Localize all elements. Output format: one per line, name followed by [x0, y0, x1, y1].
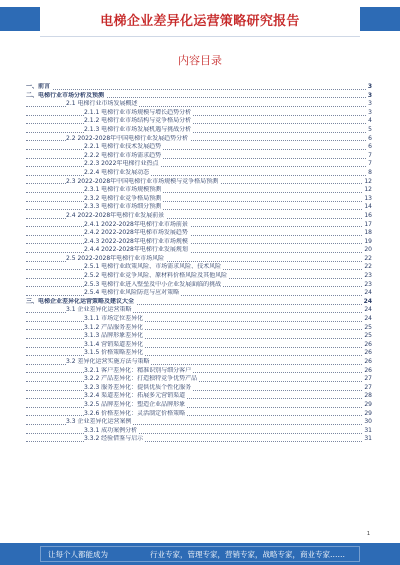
toc-leader-dots [26, 372, 372, 373]
toc-heading: 内容目录 [178, 54, 222, 67]
toc-entry-page: 3 [367, 83, 372, 90]
toc-leader-dots [26, 381, 372, 382]
toc-entry-page: 31 [364, 435, 372, 443]
toc-entry[interactable] [26, 152, 372, 161]
toc-entry[interactable] [26, 272, 372, 281]
toc-entry[interactable] [26, 221, 372, 230]
toc-entry[interactable] [26, 341, 372, 350]
toc-entry-label: 2.4 2022-2028年电梯行业发展前景 [66, 211, 165, 219]
toc-entry-page: 24 [364, 315, 372, 323]
toc-entry-page: 3 [368, 108, 372, 116]
toc-leader-dots [26, 175, 372, 176]
toc-entry[interactable] [26, 263, 372, 272]
toc-leader-dots [26, 149, 372, 150]
toc-entry-page: 22 [364, 263, 372, 271]
toc-entry[interactable] [26, 109, 372, 118]
toc-entry-page: 23 [364, 280, 372, 288]
toc-entry[interactable] [26, 349, 372, 358]
toc-entry-label: 2.3.2 电梯行业竞争格局预测 [84, 194, 162, 202]
toc-entry-label: 2.4.1 2022-2028年电梯行业市场前景 [84, 220, 188, 228]
toc-entry[interactable] [26, 135, 372, 144]
toc-leader-dots [26, 347, 372, 348]
toc-entry-label: 3.2.1 客户差异化：精准识别与细分客户 [84, 366, 192, 374]
toc-entry-page: 5 [368, 125, 372, 133]
toc-entry[interactable] [26, 281, 372, 290]
toc-entry-page: 29 [364, 409, 372, 417]
toc-entry-label: 3.2.5 品牌差异化：塑造企业品牌形象 [84, 400, 186, 408]
toc-entry-page: 16 [364, 211, 372, 219]
toc-entry[interactable] [26, 384, 372, 393]
toc-leader-dots [26, 89, 372, 90]
toc-entry-label: 2.1 电梯行业市场发展概述 [66, 100, 138, 108]
toc-entry[interactable] [26, 401, 372, 410]
toc-entry-label: 2.3 2022-2028年中国电梯行业市场规模与竞争格局预测 [66, 177, 219, 185]
toc-entry-page: 14 [364, 203, 372, 211]
toc-entry[interactable] [26, 195, 372, 204]
toc-entry[interactable] [26, 246, 372, 255]
toc-entry-label: 3.2 差异化运营实施方法与策略 [66, 358, 150, 365]
toc-entry[interactable] [26, 306, 372, 315]
toc-leader-dots [26, 166, 372, 167]
toc-entry-page: 27 [364, 383, 372, 391]
toc-entry-page: 4 [368, 117, 372, 125]
toc-entry-label: 3.1.3 品牌形象差异化 [84, 332, 144, 340]
toc-entry-page: 25 [364, 332, 372, 340]
toc-leader-dots [26, 329, 372, 330]
toc-entry-page: 7 [368, 151, 372, 159]
toc-entry[interactable] [26, 332, 372, 341]
toc-entry-label: 2.4.3 2022-2028年电梯行业市场规模 [84, 237, 188, 245]
toc-entry[interactable] [26, 255, 372, 264]
toc-leader-dots [26, 407, 372, 408]
toc-entry[interactable] [26, 315, 372, 324]
toc-entry[interactable] [26, 212, 372, 221]
toc-entry-page: 6 [368, 134, 372, 142]
toc-entry-label: 2.2.1 电梯行业技术发展趋势 [84, 143, 162, 151]
toc-leader-dots [26, 209, 372, 210]
toc-leader-dots [26, 433, 372, 434]
toc-entry-label: 3.2.2 产品差异化：打造独特竞争优势产品 [84, 375, 198, 383]
toc-entry-label: 2.4.2 2022-2028年电梯市场发展趋势 [84, 229, 188, 237]
toc-entry-label: 2.2 2022-2028年中国电梯行业发展趋势分析 [66, 134, 189, 142]
footer-roles: 行业专家，管理专家，营销专家，战略专家，商业专家…… [150, 550, 345, 559]
toc-leader-dots [26, 415, 372, 416]
toc-entry-label: 3.1.4 营销渠道差异化 [84, 340, 144, 348]
toc-entry[interactable] [26, 117, 372, 126]
toc-entry-label: 2.5.4 电梯行业风险防范与应对策略 [84, 289, 180, 297]
toc-entry[interactable] [26, 375, 372, 384]
toc-entry-label: 3.3.2 经验借鉴与启示 [84, 435, 144, 443]
toc-entry[interactable] [26, 203, 372, 212]
header-band [0, 0, 400, 36]
toc-entry-label: 3.1.5 价格策略差异化 [84, 349, 144, 357]
toc-entry[interactable] [26, 100, 372, 109]
toc-entry[interactable] [26, 83, 372, 92]
toc-entry-page: 26 [364, 358, 372, 365]
table-of-contents [26, 83, 372, 538]
toc-entry[interactable] [26, 186, 372, 195]
toc-entry[interactable] [26, 392, 372, 401]
toc-entry-page: 3 [368, 100, 372, 108]
toc-entry-label: 2.2.3 2022年电梯行业热点 [84, 160, 159, 168]
toc-leader-dots [26, 252, 372, 253]
toc-entry[interactable] [26, 410, 372, 419]
toc-entry-label: 2.1.2 电梯行业市场结构与竞争格局分析 [84, 117, 192, 125]
toc-leader-dots [26, 192, 372, 193]
toc-entry[interactable] [26, 229, 372, 238]
toc-entry-page: 31 [364, 426, 372, 434]
toc-entry-label: 2.5 2022-2028年电梯行业市场风险 [66, 254, 165, 262]
toc-entry[interactable] [26, 160, 372, 169]
toc-entry-page: 12 [364, 186, 372, 194]
toc-entry-page: 13 [364, 194, 372, 202]
toc-leader-dots [26, 115, 372, 116]
toc-entry-label: 三、电梯企业差异化运营策略及建议大全 [26, 297, 135, 305]
toc-leader-dots [26, 338, 372, 339]
toc-leader-dots [26, 243, 372, 244]
toc-leader-dots [26, 321, 372, 322]
toc-entry[interactable] [26, 427, 372, 436]
toc-entry-page: 19 [364, 237, 372, 245]
toc-entry-label: 3.1 企业差异化运营策略 [66, 306, 132, 314]
toc-entry-label: 3.2.3 服务差异化：提供优质个性化服务 [84, 383, 192, 391]
toc-entry[interactable] [26, 435, 372, 444]
footer-banner [0, 543, 400, 565]
toc-leader-dots [26, 355, 372, 356]
toc-leader-dots [26, 235, 372, 236]
toc-entry[interactable] [26, 358, 372, 367]
toc-entry[interactable] [26, 418, 372, 427]
toc-entry-label: 3.2.6 价格差异化：灵活制定价格策略 [84, 409, 186, 417]
toc-entry-page: 29 [364, 400, 372, 408]
header-divider [40, 36, 360, 37]
report-title: 电梯企业差异化运营策略研究报告 [100, 14, 300, 29]
toc-entry-label: 3.3 企业差异化运营案例 [66, 418, 132, 426]
toc-entry[interactable] [26, 169, 372, 178]
toc-entry-page: 12 [364, 177, 372, 185]
toc-entry-label: 2.5.3 电梯行业进入壁垒及中小企业发展面临的挑战 [84, 280, 222, 288]
toc-entry[interactable] [26, 178, 372, 187]
toc-leader-dots [26, 132, 372, 133]
toc-entry[interactable] [26, 238, 372, 247]
toc-entry-page: 17 [364, 220, 372, 228]
toc-entry-label: 2.2.4 电梯行业发展动态 [84, 168, 150, 176]
toc-entry-label: 2.5.1 电梯行业政策风险、市场需求风险、技术风险 [84, 263, 222, 271]
toc-leader-dots [26, 398, 372, 399]
toc-entry-label: 2.4.4 2022-2028年电梯行业发展规划 [84, 246, 188, 254]
toc-entry-label: 3.1.2 产品服务差异化 [84, 323, 144, 331]
toc-leader-dots [26, 295, 372, 296]
toc-entry-page: 30 [364, 418, 372, 426]
toc-entry-page: 6 [368, 143, 372, 151]
toc-entry-page: 27 [364, 375, 372, 383]
toc-entry-label: 一、前言 [26, 83, 51, 90]
toc-entry[interactable] [26, 367, 372, 376]
toc-entry-page: 7 [368, 160, 372, 168]
toc-entry-label: 3.1.1 市场定位差异化 [84, 315, 144, 323]
toc-entry-page: 26 [364, 340, 372, 348]
toc-entry[interactable] [26, 92, 372, 101]
toc-entry-label: 2.2.2 电梯行业市场需求趋势 [84, 151, 162, 159]
toc-entry-label: 二、电梯行业市场分析及预测 [26, 91, 105, 99]
toc-entry-page: 24 [364, 306, 372, 314]
toc-leader-dots [26, 226, 372, 227]
toc-entry-label: 2.3.3 电梯行业市场细分预测 [84, 203, 162, 211]
toc-leader-dots [26, 201, 372, 202]
toc-entry[interactable] [26, 298, 372, 307]
page-number: 1 [366, 531, 370, 537]
toc-entry-label: 3.3.1 成功案例分析 [84, 426, 138, 434]
toc-entry-label: 2.1.1 电梯行业市场规模与增长趋势分析 [84, 108, 192, 116]
toc-leader-dots [26, 123, 372, 124]
toc-entry-page: 20 [364, 246, 372, 254]
toc-entry[interactable] [26, 289, 372, 298]
toc-entry-page: 23 [364, 272, 372, 280]
toc-entry-page: 25 [364, 323, 372, 331]
toc-leader-dots [26, 158, 372, 159]
toc-entry[interactable] [26, 324, 372, 333]
toc-entry[interactable] [26, 126, 372, 135]
toc-entry-label: 2.3.1 电梯行业市场规模预测 [84, 186, 162, 194]
toc-leader-dots [26, 441, 372, 442]
toc-entry[interactable] [26, 143, 372, 152]
toc-entry-page: 22 [364, 254, 372, 262]
toc-entry-page: 26 [364, 349, 372, 357]
toc-entry-page: 8 [368, 168, 372, 176]
toc-entry-page: 26 [364, 366, 372, 374]
toc-entry-label: 2.1.3 电梯行业市场发展机遇与挑战分析 [84, 125, 192, 133]
footer-slogan: 让每个人都能成为 [48, 550, 108, 559]
toc-entry-page: 3 [367, 91, 372, 99]
toc-entry-page: 18 [364, 229, 372, 237]
toc-entry-page: 28 [364, 392, 372, 400]
toc-entry-page: 24 [363, 297, 372, 305]
toc-entry-page: 24 [364, 289, 372, 297]
toc-leader-dots [26, 390, 372, 391]
toc-entry-label: 3.2.4 渠道差异化：拓展多元营销渠道 [84, 392, 186, 400]
toc-entry-label: 2.5.2 电梯行业竞争风险、原材料价格风险及其他风险 [84, 272, 228, 280]
